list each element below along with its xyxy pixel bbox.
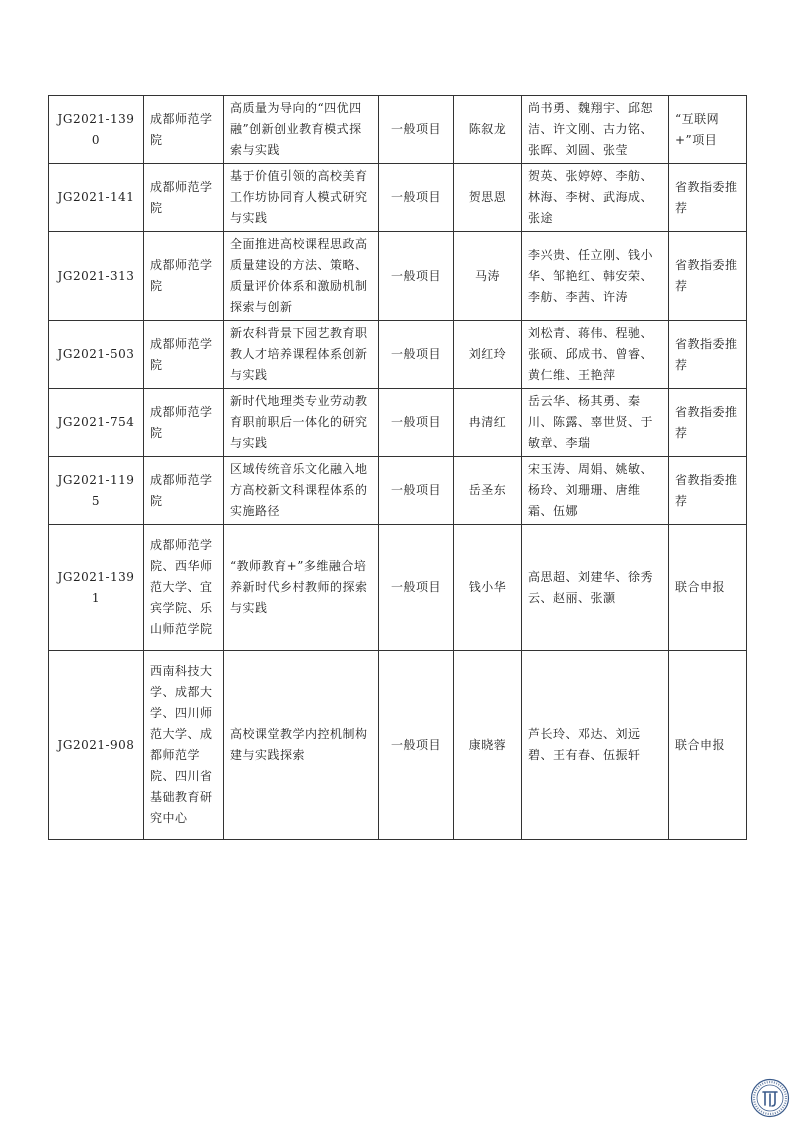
project-title-cell: “教师教育+”多维融合培养新时代乡村教师的探索与实践 <box>224 525 379 651</box>
project-title-cell: 新农科背景下园艺教育职教人才培养课程体系创新与实践 <box>224 321 379 389</box>
project-type-cell: 一般项目 <box>379 525 454 651</box>
project-leader-cell: 岳圣东 <box>454 457 522 525</box>
table-row <box>49 321 747 389</box>
table-row <box>49 96 747 164</box>
project-type-cell: 一般项目 <box>379 164 454 232</box>
university-seal-icon <box>750 1078 790 1118</box>
members-cell: 高思超、刘建华、徐秀云、赵丽、张灏 <box>522 525 669 651</box>
project-type-cell: 一般项目 <box>379 389 454 457</box>
project-title-cell: 区域传统音乐文化融入地方高校新文科课程体系的实施路径 <box>224 457 379 525</box>
note-cell: 省教指委推荐 <box>669 389 747 457</box>
project-type-cell: 一般项目 <box>379 457 454 525</box>
project-leader-cell: 贺思恩 <box>454 164 522 232</box>
project-leader-cell: 刘红玲 <box>454 321 522 389</box>
project-id-cell: JG2021-1390 <box>49 96 144 164</box>
note-cell: 联合申报 <box>669 651 747 840</box>
note-cell: “互联网+”项目 <box>669 96 747 164</box>
institution-cell: 成都师范学院 <box>144 232 224 321</box>
institution-cell: 成都师范学院 <box>144 321 224 389</box>
project-leader-cell: 马涛 <box>454 232 522 321</box>
project-title-cell: 高质量为导向的“四优四融”创新创业教育模式探索与实践 <box>224 96 379 164</box>
note-cell: 省教指委推荐 <box>669 232 747 321</box>
institution-cell: 成都师范学院 <box>144 164 224 232</box>
project-type-cell: 一般项目 <box>379 321 454 389</box>
project-title-cell: 全面推进高校课程思政高质量建设的方法、策略、质量评价体系和激励机制探索与创新 <box>224 232 379 321</box>
project-leader-cell: 陈叙龙 <box>454 96 522 164</box>
project-title-cell: 新时代地理类专业劳动教育职前职后一体化的研究与实践 <box>224 389 379 457</box>
note-cell: 联合申报 <box>669 525 747 651</box>
project-type-cell: 一般项目 <box>379 651 454 840</box>
project-table <box>48 95 747 840</box>
institution-cell: 西南科技大学、成都大学、四川师范大学、成都师范学院、四川省基础教育研究中心 <box>144 651 224 840</box>
members-cell: 贺英、张婷婷、李舫、林海、李树、武海成、张途 <box>522 164 669 232</box>
table-row <box>49 232 747 321</box>
project-id-cell: JG2021-1195 <box>49 457 144 525</box>
note-cell: 省教指委推荐 <box>669 321 747 389</box>
table-row <box>49 389 747 457</box>
institution-cell: 成都师范学院 <box>144 96 224 164</box>
project-id-cell: JG2021-313 <box>49 232 144 321</box>
table-row <box>49 164 747 232</box>
table-row <box>49 651 747 840</box>
institution-cell: 成都师范学院、西华师范大学、宜宾学院、乐山师范学院 <box>144 525 224 651</box>
institution-cell: 成都师范学院 <box>144 389 224 457</box>
project-id-cell: JG2021-754 <box>49 389 144 457</box>
project-leader-cell: 钱小华 <box>454 525 522 651</box>
members-cell: 宋玉涛、周娟、姚敏、杨玲、刘珊珊、唐维霜、伍娜 <box>522 457 669 525</box>
institution-cell: 成都师范学院 <box>144 457 224 525</box>
project-id-cell: JG2021-1391 <box>49 525 144 651</box>
members-cell: 芦长玲、邓达、刘远碧、王有春、伍振轩 <box>522 651 669 840</box>
project-title-cell: 高校课堂教学内控机制构建与实践探索 <box>224 651 379 840</box>
note-cell: 省教指委推荐 <box>669 164 747 232</box>
table-row <box>49 457 747 525</box>
members-cell: 李兴贵、任立刚、钱小华、邹艳红、韩安荣、李舫、李茜、许涛 <box>522 232 669 321</box>
note-cell: 省教指委推荐 <box>669 457 747 525</box>
project-type-cell: 一般项目 <box>379 232 454 321</box>
members-cell: 尚书勇、魏翔宇、邱恕洁、许文刚、古力铭、张晖、刘圆、张莹 <box>522 96 669 164</box>
project-title-cell: 基于价值引领的高校美育工作坊协同育人模式研究与实践 <box>224 164 379 232</box>
project-leader-cell: 康晓蓉 <box>454 651 522 840</box>
members-cell: 刘松青、蒋伟、程驰、张硕、邱成书、曾睿、黄仁维、王艳萍 <box>522 321 669 389</box>
project-id-cell: JG2021-908 <box>49 651 144 840</box>
table-row <box>49 525 747 651</box>
project-id-cell: JG2021-141 <box>49 164 144 232</box>
members-cell: 岳云华、杨其勇、秦川、陈露、辜世贤、于敏章、李瑞 <box>522 389 669 457</box>
project-leader-cell: 冉清红 <box>454 389 522 457</box>
project-type-cell: 一般项目 <box>379 96 454 164</box>
project-id-cell: JG2021-503 <box>49 321 144 389</box>
